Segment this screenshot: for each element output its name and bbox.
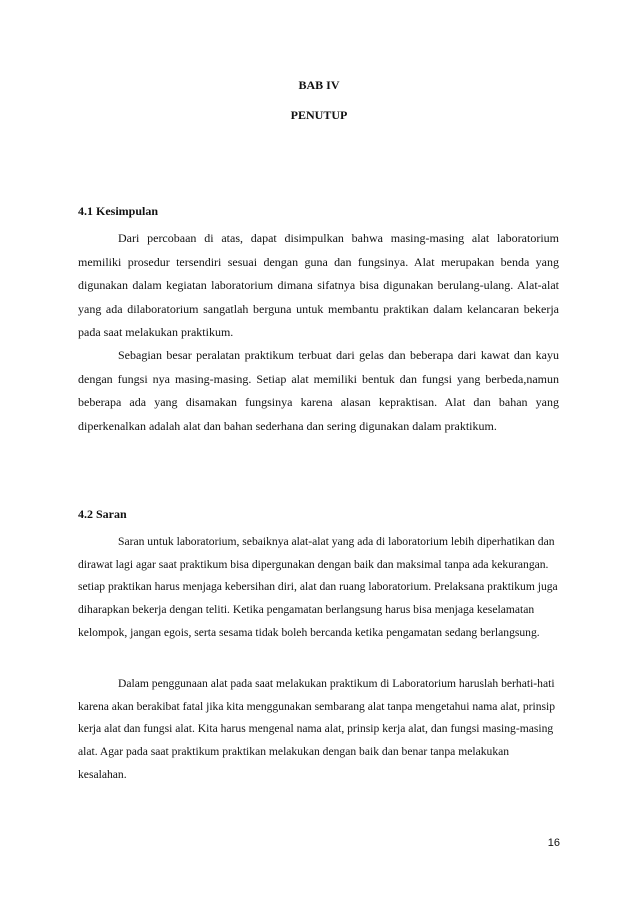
chapter-title: PENUTUP: [290, 108, 348, 122]
page-number: 16: [547, 837, 560, 849]
section-title-kesimpulan: 4.1 Kesimpulan: [78, 204, 159, 218]
paragraph: Saran untuk laboratorium, sebaiknya alat-alat yang ada di laboratorium lebih diperhatikan dan dirawat lagi agar saat praktikum bisa dipergunakan dengan baik dan maksimal tanpa ada kekurangan. setiap praktikan harus menjaga kebersihan diri, alat dan ruang laboratorium. Prelaksana praktikum juga diharapkan bekerja dengan teliti. Ketika pengamatan berlangsung harus bisa menjaga keselamatan kelompok, jangan egois, serta sesama tidak boleh bercanda ketika pengamatan sedang berlangsung.: [78, 535, 558, 639]
chapter-heading: BAB IV: [298, 78, 340, 92]
paragraph: Sebagian besar peralatan praktikum terbuat dari gelas dan beberapa dari kawat dan kayu dengan fungsi nya masing-masing. Setiap alat memiliki bentuk dan fungsi yang berbeda,namun beberapa ada yang disamakan fungsinya karena alasan kepraktisan. Alat dan bahan yang diperkenalkan adalah alat dan bahan sederhana dan sering digunakan dalam praktikum.: [78, 348, 559, 433]
section-title-saran: 4.2 Saran: [78, 507, 127, 521]
paragraph: Dari percobaan di atas, dapat disimpulkan bahwa masing-masing alat laboratorium memiliki prosedur tersendiri sesuai dengan guna dan fungsinya. Alat merupakan benda yang digunakan dalam kegiatan laboratorium dimana sifatnya bisa digunakan berulang-ulang. Alat-alat yang ada dilaboratorium sangatlah berguna untuk membantu praktikan dalam kelancaran bekerja pada saat melakukan praktikum.: [78, 231, 559, 339]
paragraph: Dalam penggunaan alat pada saat melakukan praktikum di Laboratorium haruslah berhati-hati karena akan berakibat fatal jika kita menggunakan sembarang alat tanpa mengetahui nama alat, prinsip kerja alat dan fungsi alat. Kita harus mengenal nama alat, prinsip kerja alat, dan fungsi masing-masing alat. Agar pada saat praktikum praktikan melakukan dengan baik dan benar tanpa melakukan kesalahan.: [78, 677, 556, 781]
